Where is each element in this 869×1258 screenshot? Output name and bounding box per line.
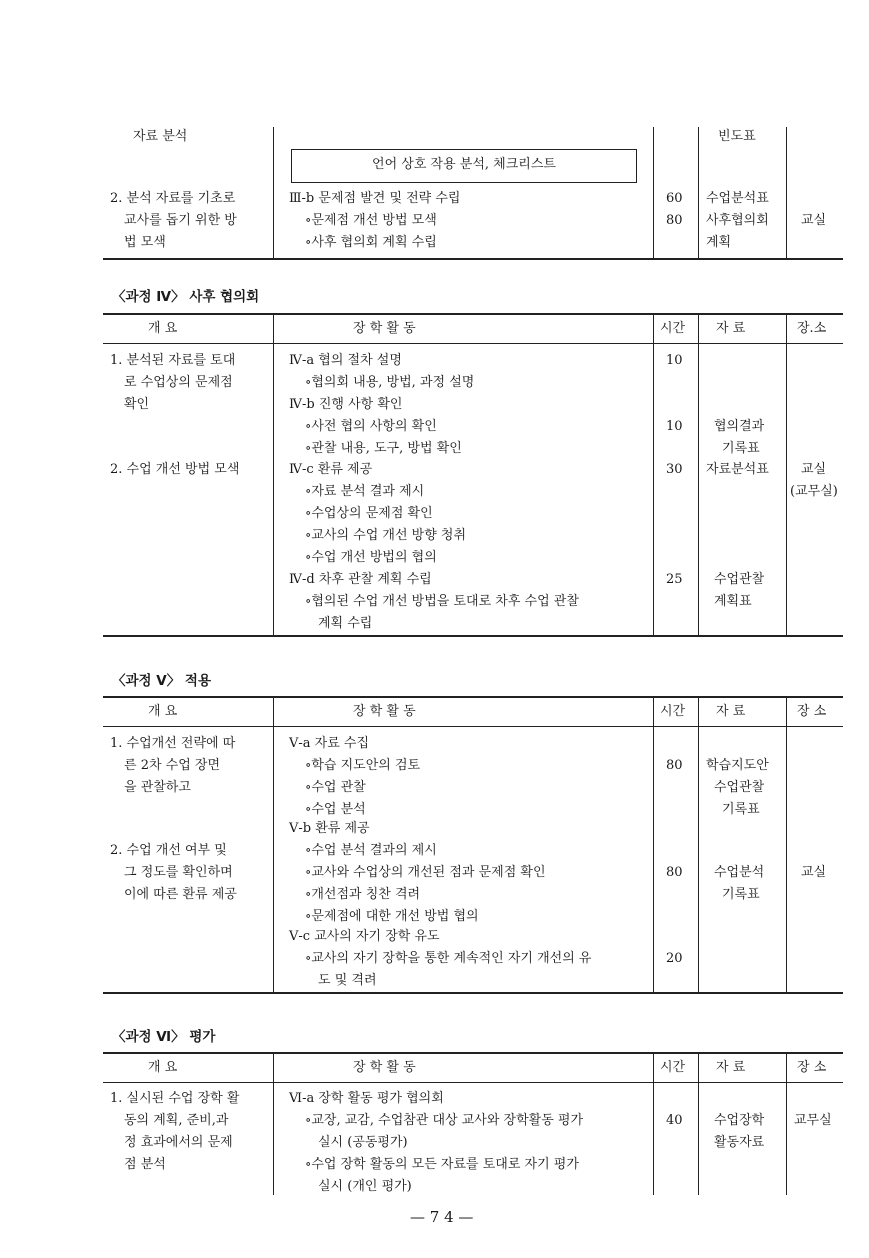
- header-time: 시간: [660, 704, 686, 719]
- outline-text: 2. 수업 개선 방법 모색: [110, 462, 240, 477]
- time-value: 40: [666, 1113, 683, 1128]
- activity-heading: Ⅲ-b 문제점 발견 및 전략 수립: [289, 191, 461, 206]
- activity-item: ∘학습 지도안의 검토: [305, 758, 421, 773]
- resource-text: 기록표: [722, 802, 760, 817]
- activity-item: ∘수업 관찰: [305, 780, 366, 795]
- header-place: 장 소: [797, 704, 827, 719]
- activity-heading: Ⅴ-b 환류 제공: [289, 821, 370, 836]
- resource-text: 수업장학: [714, 1113, 765, 1128]
- activity-heading: Ⅳ-c 환류 제공: [289, 462, 373, 477]
- resource-text: 활동자료: [714, 1135, 765, 1150]
- column-divider: [698, 314, 699, 635]
- tool-box-text: 언어 상호 작용 분석, 체크리스트: [372, 157, 556, 172]
- activity-item: ∘협의회 내용, 방법, 과정 설명: [305, 375, 475, 390]
- time-value: 30: [666, 462, 683, 477]
- activity-item: 실시 (개인 평가): [318, 1179, 412, 1194]
- time-value: 25: [666, 572, 683, 587]
- outline-text: 이에 따른 환류 제공: [124, 887, 237, 902]
- activity-heading: Ⅴ-a 자료 수집: [289, 736, 370, 751]
- activity-heading: Ⅵ-a 장학 활동 평가 협의회: [289, 1091, 444, 1106]
- activity-item: ∘교사와 수업상의 개선된 점과 문제점 확인: [305, 865, 546, 880]
- resource-text: 계획: [706, 235, 732, 250]
- resource-text: 수업관찰: [714, 572, 765, 587]
- activity-item: ∘자료 분석 결과 제시: [305, 484, 425, 499]
- header-activity: 장 학 활 동: [353, 704, 416, 719]
- header-time: 시간: [660, 321, 686, 336]
- activity-item: ∘문제점에 대한 개선 방법 협의: [305, 909, 479, 924]
- column-divider: [273, 127, 274, 258]
- header-place: 장 소: [797, 1060, 827, 1075]
- place-text: 교실: [801, 865, 827, 880]
- activity-item: 계획 수립: [318, 616, 373, 631]
- outline-text: 2. 분석 자료를 기초로: [110, 191, 236, 206]
- activity-item: ∘사전 협의 사항의 확인: [305, 419, 437, 434]
- header-resource: 자 료: [716, 321, 746, 336]
- activity-item: ∘수업 분석 결과의 제시: [305, 843, 437, 858]
- time-value: 80: [666, 758, 683, 773]
- resource-text: 사후협의회: [706, 213, 769, 228]
- header-place: 장.소: [797, 321, 827, 336]
- page-number: — 7 4 —: [410, 1208, 474, 1226]
- resource-text: 학습지도안: [706, 758, 769, 773]
- outline-text: 1. 분석된 자료를 토대: [110, 353, 236, 368]
- time-value: 80: [666, 213, 683, 228]
- activity-heading: Ⅳ-a 협의 절차 설명: [289, 353, 402, 368]
- tool-box: [291, 149, 637, 183]
- header-time: 시간: [660, 1060, 686, 1075]
- activity-heading: Ⅳ-b 진행 사항 확인: [289, 397, 403, 412]
- column-divider: [273, 314, 274, 635]
- table-bottom-rule: [103, 258, 843, 260]
- column-divider: [653, 1053, 654, 1195]
- outline-text: 점 분석: [124, 1157, 166, 1172]
- activity-item: ∘수업상의 문제점 확인: [305, 506, 433, 521]
- outline-text: 1. 실시된 수업 장학 활: [110, 1091, 240, 1106]
- outline-text: 동의 계획, 준비,과: [124, 1113, 229, 1128]
- resource-text: 계획표: [714, 594, 752, 609]
- outline-text: 1. 수업개선 전략에 따: [110, 736, 236, 751]
- outline-text: 2. 수업 개선 여부 및: [110, 843, 227, 858]
- resource-text: 기록표: [722, 441, 760, 456]
- table-top-rule: [103, 696, 843, 698]
- activity-heading: Ⅳ-d 차후 관찰 계획 수립: [289, 572, 432, 587]
- column-divider: [698, 697, 699, 992]
- resource-text: 수업관찰: [714, 780, 765, 795]
- header-rule: [103, 726, 843, 727]
- activity-item: ∘개선점과 칭찬 격려: [305, 887, 421, 902]
- column-divider: [653, 697, 654, 992]
- header-outline: 개 요: [148, 1060, 178, 1075]
- resource-text: 자료분석표: [706, 462, 769, 477]
- outline-text: 확인: [124, 397, 150, 412]
- resource-text: 빈도표: [718, 129, 756, 144]
- outline-text: 교사를 돕기 위한 방: [124, 213, 237, 228]
- column-divider: [698, 127, 699, 258]
- header-resource: 자 료: [716, 1060, 746, 1075]
- activity-item: 도 및 격려: [318, 973, 377, 988]
- header-rule: [103, 1082, 843, 1083]
- column-divider: [653, 127, 654, 258]
- column-divider: [786, 127, 787, 258]
- resource-text: 협의결과: [714, 419, 765, 434]
- activity-item: ∘협의된 수업 개선 방법을 토대로 차후 수업 관찰: [305, 594, 579, 609]
- activity-item: ∘수업 장학 활동의 모든 자료를 토대로 자기 평가: [305, 1157, 579, 1172]
- section-title: 〈과정 Ⅴ〉 적용: [112, 673, 212, 689]
- table-top-rule: [103, 313, 843, 315]
- header-outline: 개 요: [148, 321, 178, 336]
- outline-text: 자료 분석: [133, 129, 188, 144]
- place-text: (교무실): [790, 484, 838, 499]
- place-text: 교실: [801, 213, 827, 228]
- outline-text: 그 정도를 확인하며: [124, 865, 233, 880]
- activity-item: ∘사후 협의회 계획 수립: [305, 235, 437, 250]
- time-value: 80: [666, 865, 683, 880]
- place-text: 교실: [801, 462, 827, 477]
- outline-text: 법 모색: [124, 235, 166, 250]
- section-title: 〈과정 Ⅵ〉 평가: [112, 1029, 216, 1045]
- time-value: 60: [666, 191, 683, 206]
- activity-item: ∘교장, 교감, 수업참관 대상 교사와 장학활동 평가: [305, 1113, 584, 1128]
- column-divider: [653, 314, 654, 635]
- outline-text: 을 관찰하고: [124, 780, 191, 795]
- place-text: 교무실: [794, 1113, 832, 1128]
- activity-item: ∘문제점 개선 방법 모색: [305, 213, 437, 228]
- header-activity: 장 학 활 동: [353, 321, 416, 336]
- header-resource: 자 료: [716, 704, 746, 719]
- outline-text: 른 2차 수업 장면: [124, 758, 221, 773]
- activity-item: ∘수업 분석: [305, 802, 366, 817]
- column-divider: [786, 1053, 787, 1195]
- resource-text: 수업분석: [714, 865, 765, 880]
- time-value: 20: [666, 951, 683, 966]
- column-divider: [698, 1053, 699, 1195]
- column-divider: [786, 314, 787, 635]
- table-top-rule: [103, 1052, 843, 1054]
- time-value: 10: [666, 353, 683, 368]
- table-bottom-rule: [103, 992, 843, 994]
- activity-item: ∘관찰 내용, 도구, 방법 확인: [305, 441, 462, 456]
- activity-item: ∘교사의 자기 장학을 통한 계속적인 자기 개선의 유: [305, 951, 592, 966]
- time-value: 10: [666, 419, 683, 434]
- header-outline: 개 요: [148, 704, 178, 719]
- activity-item: ∘교사의 수업 개선 방향 청취: [305, 528, 467, 543]
- resource-text: 수업분석표: [706, 191, 769, 206]
- table-bottom-rule: [103, 635, 843, 637]
- resource-text: 기록표: [722, 887, 760, 902]
- column-divider: [273, 1053, 274, 1195]
- header-rule: [103, 343, 843, 344]
- column-divider: [786, 697, 787, 992]
- section-title: 〈과정 Ⅳ〉 사후 협의회: [112, 289, 260, 305]
- column-divider: [273, 697, 274, 992]
- header-activity: 장 학 활 동: [353, 1060, 416, 1075]
- outline-text: 정 효과에서의 문제: [124, 1135, 233, 1150]
- outline-text: 로 수업상의 문제점: [124, 375, 233, 390]
- activity-heading: Ⅴ-c 교사의 자기 장학 유도: [289, 929, 440, 944]
- activity-item: ∘수업 개선 방법의 협의: [305, 550, 437, 565]
- activity-item: 실시 (공동평가): [318, 1135, 408, 1150]
